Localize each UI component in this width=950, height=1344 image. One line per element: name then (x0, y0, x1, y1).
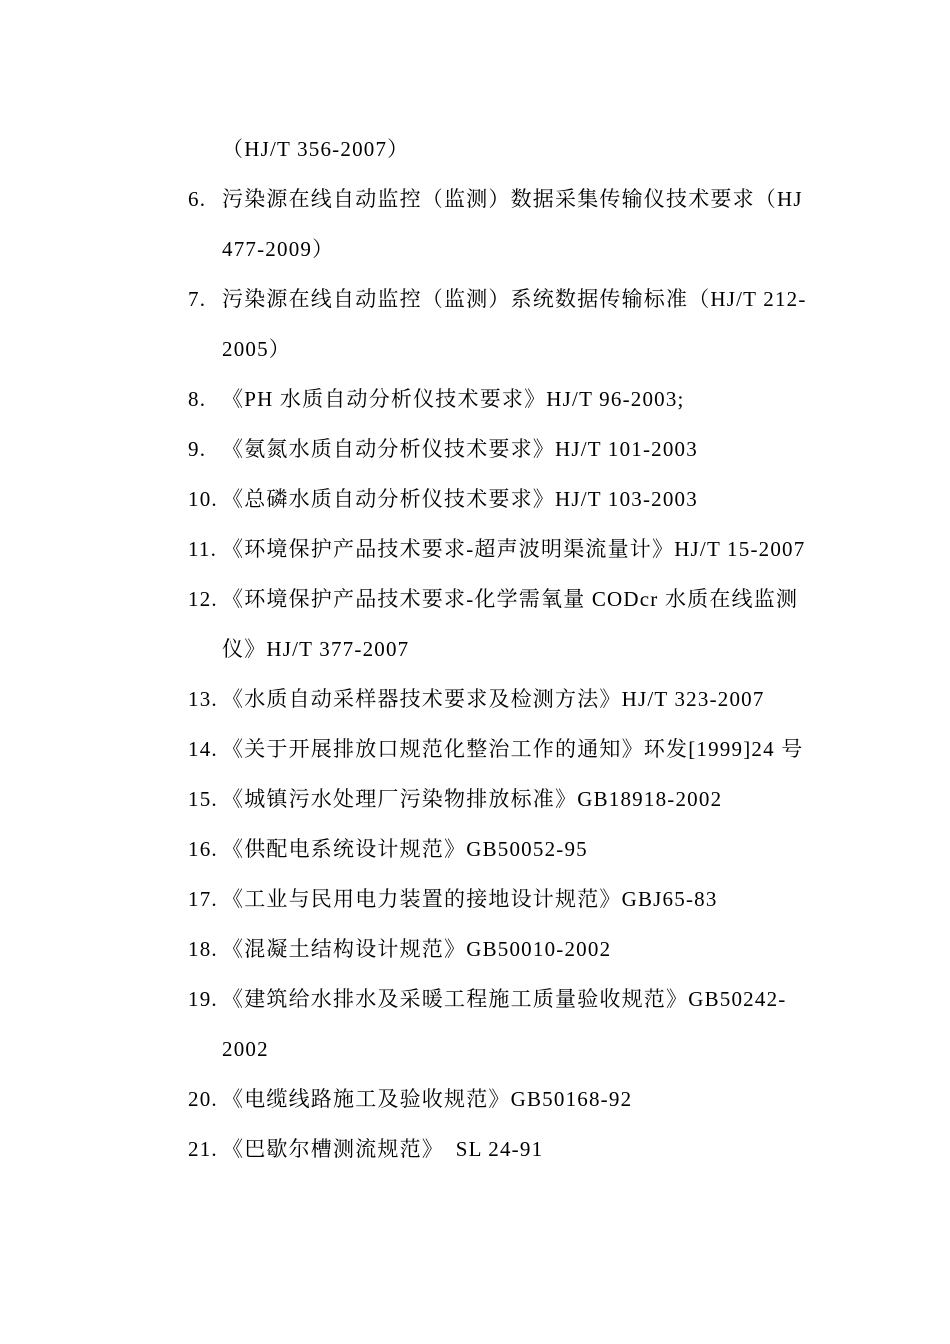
list-item-line: 污染源在线自动监控（监测）数据采集传输仪技术要求（HJ (222, 187, 803, 211)
list-item-text (222, 374, 818, 424)
list-item (188, 874, 818, 924)
list-item-number: 6. (188, 187, 207, 211)
list-item (188, 574, 818, 674)
list-item-text (222, 124, 818, 174)
list-item-number (188, 124, 222, 174)
list-item (188, 374, 818, 424)
list-item (188, 1074, 818, 1124)
list-item-text (222, 174, 818, 274)
list-item-line: 477-2009） (222, 237, 335, 261)
list-item-line: 《环境保护产品技术要求-化学需氧量 CODcr 水质在线监测 (222, 587, 799, 611)
list-item-text (222, 274, 818, 374)
list-item-number: 12. (188, 587, 218, 611)
list-item-line: 《总磷水质自动分析仪技术要求》HJ/T 103-2003 (222, 487, 698, 511)
list-item-line: 《供配电系统设计规范》GB50052-95 (222, 837, 588, 861)
list-item-number: 16. (188, 837, 218, 861)
list-item-number: 8. (188, 387, 207, 411)
list-item-text (222, 1124, 818, 1174)
list-item-text (222, 974, 818, 1074)
list-item-line: 《建筑给水排水及采暖工程施工质量验收规范》GB50242- (222, 987, 787, 1011)
list-item (188, 1124, 818, 1174)
list-item-number: 19. (188, 987, 218, 1011)
list-item-text (222, 924, 818, 974)
list-item-line: 2002 (222, 1037, 269, 1061)
reference-list (188, 124, 818, 1174)
list-item-line: 污染源在线自动监控（监测）系统数据传输标准（HJ/T 212- (222, 287, 807, 311)
list-item-number: 15. (188, 787, 218, 811)
list-item (188, 974, 818, 1074)
list-item-line: 《城镇污水处理厂污染物排放标准》GB18918-2002 (222, 787, 723, 811)
list-item (188, 924, 818, 974)
list-item-number: 20. (188, 1087, 218, 1111)
list-item-text (222, 674, 818, 724)
list-item-line: （HJ/T 356-2007） (222, 137, 410, 161)
list-item-line: 《水质自动采样器技术要求及检测方法》HJ/T 323-2007 (222, 687, 765, 711)
list-item-line: 《巴歇尔槽测流规范》 SL 24-91 (222, 1137, 544, 1161)
list-item-text (222, 524, 818, 574)
list-item-number: 9. (188, 437, 207, 461)
list-item (188, 474, 818, 524)
list-item-text (222, 1074, 818, 1124)
list-item (188, 424, 818, 474)
list-item (188, 524, 818, 574)
list-item-line: 2005） (222, 337, 291, 361)
list-item-text (222, 774, 818, 824)
list-item (188, 174, 818, 274)
list-item-number: 21. (188, 1137, 218, 1161)
list-item-line: 《氨氮水质自动分析仪技术要求》HJ/T 101-2003 (222, 437, 698, 461)
list-item-line: 仪》HJ/T 377-2007 (222, 637, 410, 661)
list-item-text (222, 824, 818, 874)
list-item-text (222, 474, 818, 524)
list-item (188, 774, 818, 824)
list-item (188, 274, 818, 374)
list-item (188, 124, 818, 174)
list-item (188, 724, 818, 774)
list-item-number: 17. (188, 887, 218, 911)
list-item (188, 674, 818, 724)
list-item-line: 《PH 水质自动分析仪技术要求》HJ/T 96-2003; (222, 387, 685, 411)
list-item-text (222, 724, 818, 774)
list-item-number: 18. (188, 937, 218, 961)
list-item-number: 11. (188, 537, 218, 561)
list-item-line: 《电缆线路施工及验收规范》GB50168-92 (222, 1087, 633, 1111)
list-item-line: 《混凝土结构设计规范》GB50010-2002 (222, 937, 612, 961)
list-item (188, 824, 818, 874)
list-item-text (222, 874, 818, 924)
list-item-line: 《工业与民用电力装置的接地设计规范》GBJ65-83 (222, 887, 718, 911)
list-item-number: 7. (188, 287, 207, 311)
list-item-line: 《环境保护产品技术要求-超声波明渠流量计》HJ/T 15-2007 (222, 537, 806, 561)
list-item-text (222, 574, 818, 674)
list-item-number: 10. (188, 487, 218, 511)
list-item-line: 《关于开展排放口规范化整治工作的通知》环发[1999]24 号 (222, 737, 804, 761)
list-item-text (222, 424, 818, 474)
list-item-number: 13. (188, 687, 218, 711)
list-item-number: 14. (188, 737, 218, 761)
